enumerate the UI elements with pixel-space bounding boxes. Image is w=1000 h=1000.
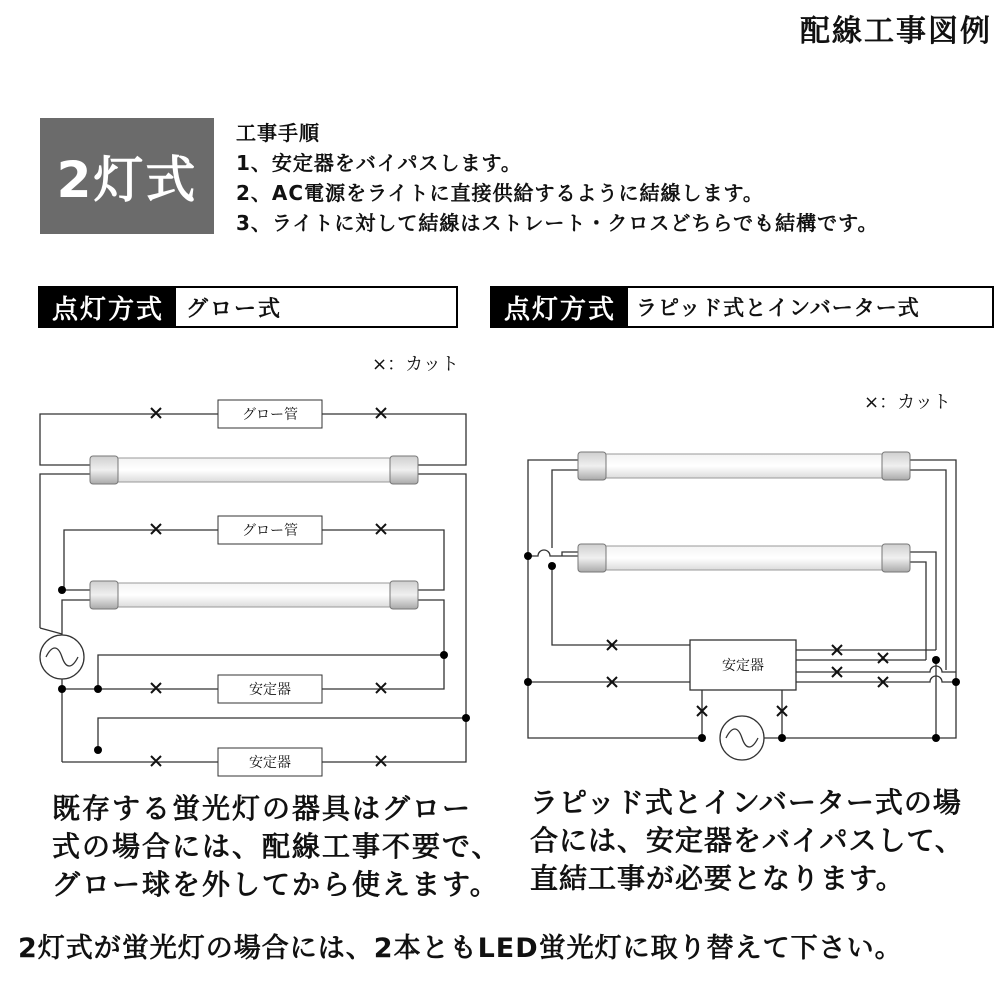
left-method-label: 点灯方式 (40, 288, 176, 326)
step-2: 2、AC電源をライトに直接供給するように結線します。 (236, 181, 764, 205)
glow-tube-label-2: グロー管 (242, 523, 298, 539)
type-badge: 2灯式 (40, 118, 214, 234)
glow-tube-label-1: グロー管 (242, 407, 298, 423)
right-method-label: 点灯方式 (492, 288, 628, 326)
footer-note: 2灯式が蛍光灯の場合には、2本ともLED蛍光灯に取り替えて下さい。 (18, 933, 903, 964)
left-ballast-label-1: 安定器 (249, 682, 291, 698)
right-tube-1 (578, 452, 910, 480)
steps-title: 工事手順 (236, 121, 320, 145)
right-legend: ×：カット (864, 392, 951, 413)
left-note-line-1: 既存する蛍光灯の器具はグロー (52, 792, 473, 825)
right-note (530, 784, 964, 898)
left-note-line-3: グロー球を外してから使えます。 (52, 868, 500, 901)
left-note (52, 790, 501, 904)
right-method-value: ラピッド式とインバーター式 (628, 288, 920, 326)
right-note-line-2: 合には、安定器をバイパスして、 (530, 824, 964, 857)
page-title: 配線工事図例 (800, 14, 992, 49)
left-method-value: グロー式 (176, 288, 282, 326)
step-1: 1、安定器をバイパスします。 (236, 151, 522, 175)
right-ballast-label: 安定器 (722, 658, 764, 674)
right-tube-2 (578, 544, 910, 572)
right-note-line-3: 直結工事が必要となります。 (530, 862, 905, 895)
left-legend: ×：カット (372, 354, 459, 375)
left-ballast-label-2: 安定器 (249, 755, 291, 771)
step-3: 3、ライトに対して結線はストレート・クロスどちらでも結構です。 (236, 211, 879, 235)
right-note-line-1: ラピッド式とインバーター式の場 (530, 786, 962, 819)
left-note-line-2: 式の場合には、配線工事不要で、 (52, 830, 502, 863)
right-ac-source-icon (720, 716, 764, 760)
